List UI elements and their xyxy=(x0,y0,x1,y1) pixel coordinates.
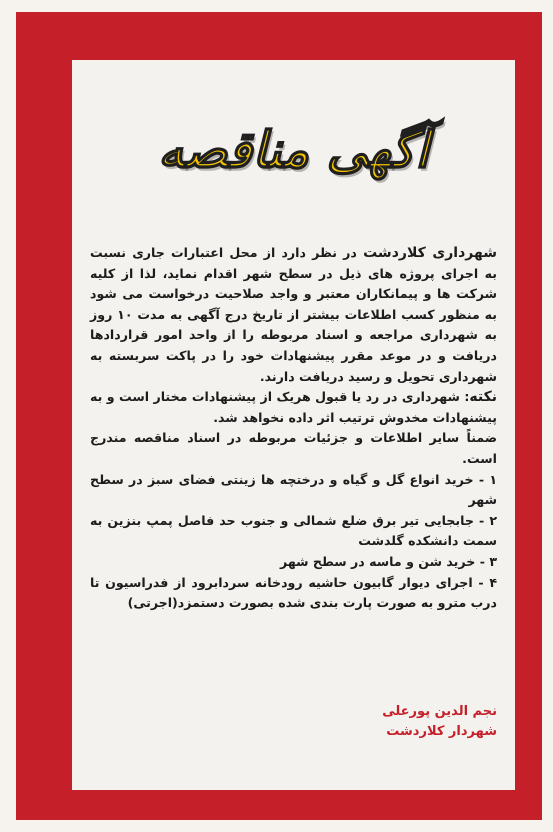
list-item: ۱ - خرید انواع گل و گیاه و درختچه ها زینتی فضای سبز در سطح شهر xyxy=(90,471,497,508)
list-item: ۳ - خرید شن و ماسه در سطح شهر xyxy=(280,553,497,569)
intro-paragraph xyxy=(90,243,497,387)
signature-block xyxy=(322,702,497,742)
notice-panel xyxy=(72,60,515,790)
signer-role: شهردار کلاردشت xyxy=(386,724,497,739)
notice-body xyxy=(90,243,497,614)
details-paragraph: ضمناً سایر اطلاعات و جزئیات مربوطه در اسناد مناقصه مندرج است. xyxy=(90,430,497,466)
notice-title: آگهی مناقصه xyxy=(158,120,429,179)
note-label: نکته xyxy=(469,389,497,406)
note-paragraph xyxy=(90,387,497,428)
note-text: : شهرداری در رد یا قبول هریک از پیشنهادات مختار است و به پیشنهادات مخدوش ترتیب اثر داده نخواهد شد. xyxy=(90,389,497,425)
intro-text: در نظر دارد از محل اعتبارات جاری نسبت به اجرای پروژه های ذیل در سطح شهر اقدام نماید، لذا از کلیه شرکت ها و پیمانکاران معتبر و واجد صلاحیت درخواست می شود به منظور کسب اطلاعات بیشتر از تاریخ درج آگهی به مدت ۱۰ روز به شهرداری مراجعه و اسناد مربوطه را از واحد امور قراردادها دریافت و در موعد مقرر پیشنهادات خود را در پاکت سربسته به شهرداری تحویل و رسید دریافت دارند. xyxy=(90,245,497,384)
municipality-name: شهرداری کلاردشت xyxy=(363,245,497,261)
signer-name: نجم الدین پورعلی xyxy=(382,704,497,719)
project-list xyxy=(90,470,497,614)
red-border-frame xyxy=(16,12,542,820)
list-item: ۴ - اجرای دیوار گابیون حاشیه رودخانه سردابرود از فدراسیون تا درب مترو به صورت پارت بندی شده بصورت دستمزد(اجرتی) xyxy=(90,574,497,611)
list-item: ۲ - جابجایی تیر برق ضلع شمالی و جنوب حد فاصل پمپ بنزین به سمت دانشکده گلدشت xyxy=(90,512,497,549)
